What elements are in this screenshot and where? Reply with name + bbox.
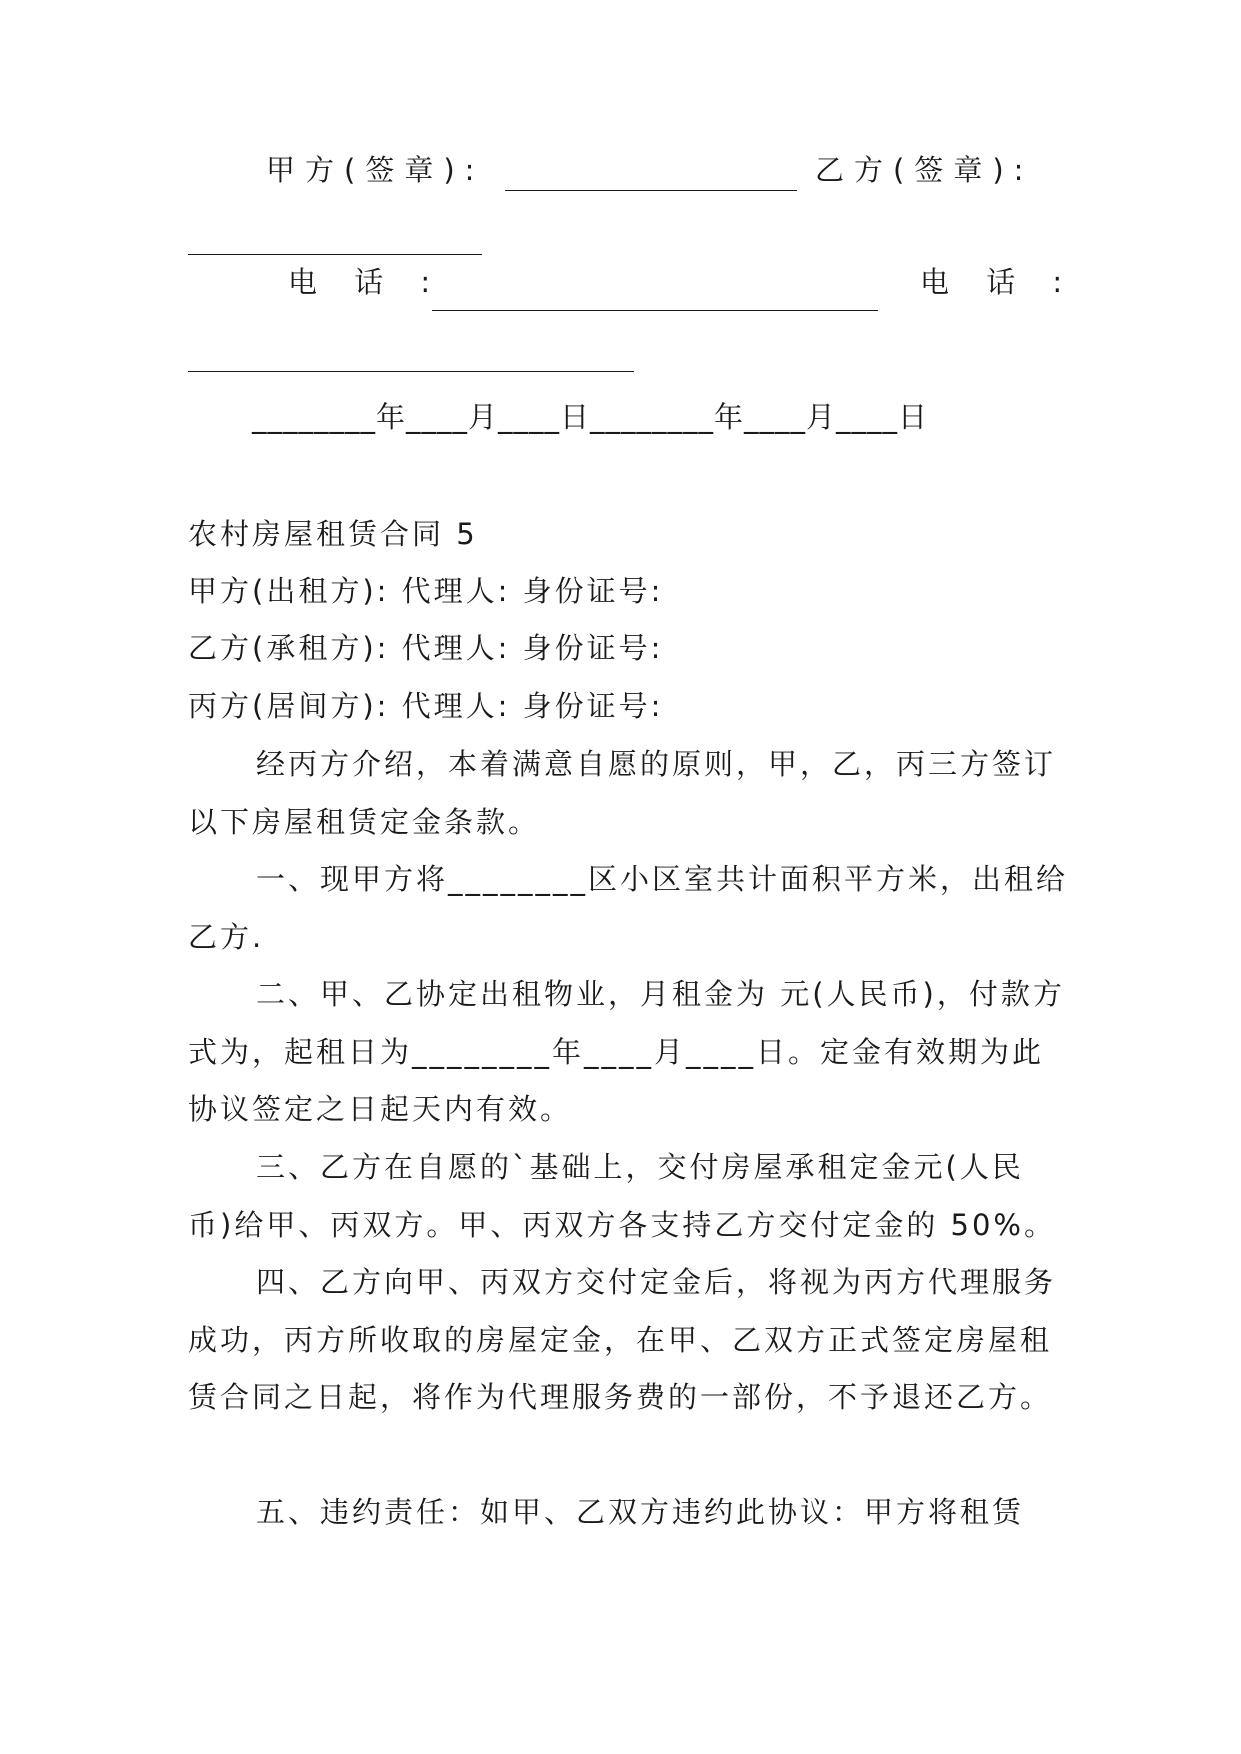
clause-3: 三、乙方在自愿的`基础上，交付房屋承租定金元(人民币)给甲、丙双方。甲、丙双方各支持乙方交付定金的 50%。 bbox=[188, 1150, 1056, 1242]
intro-paragraph: 经丙方介绍，本着满意自愿的原则，甲，乙，丙三方签订以下房屋租赁定金条款。 bbox=[188, 747, 1057, 839]
clause-5: 五、违约责任：如甲、乙双方违约此协议：甲方将租赁 bbox=[256, 1495, 1025, 1529]
party-c-line: 丙方(居间方): 代理人: 身份证号: bbox=[188, 689, 664, 723]
clause-4: 四、乙方向甲、丙双方交付定金后，将视为丙方代理服务成功，丙方所收取的房屋定金，在甲、乙双方正式签定房屋租赁合同之日起，将作为代理服务费的一部份，不予退还乙方。 bbox=[188, 1265, 1057, 1414]
party-b-signature-blank bbox=[188, 254, 482, 255]
party-a-phone-label: 电 话 : bbox=[288, 265, 445, 299]
clause-1: 一、现甲方将________区小区室共计面积平方米，出租给乙方. bbox=[188, 862, 1069, 954]
party-b-signature-label: 乙方(签章): bbox=[815, 153, 1034, 187]
party-b-phone-label: 电 话 : bbox=[920, 265, 1077, 299]
clause-2: 二、甲、乙协定出租物业，月租金为 元(人民币)，付款方式为，起租日为________年____月____日。定金有效期为此协议签定之日起天内有效。 bbox=[188, 977, 1065, 1126]
party-a-line: 甲方(出租方): 代理人: 身份证号: bbox=[188, 574, 664, 608]
party-b-line: 乙方(承租方): 代理人: 身份证号: bbox=[188, 631, 664, 665]
party-b-phone-blank bbox=[188, 371, 634, 372]
party-a-phone-blank bbox=[432, 310, 878, 311]
contract-title: 农村房屋租赁合同 5 bbox=[188, 517, 478, 551]
party-a-signature-label: 甲方(签章): bbox=[266, 153, 485, 187]
party-a-signature-blank bbox=[505, 190, 797, 191]
signature-date-line: ________年____月____日________年____月____日 bbox=[252, 400, 929, 434]
